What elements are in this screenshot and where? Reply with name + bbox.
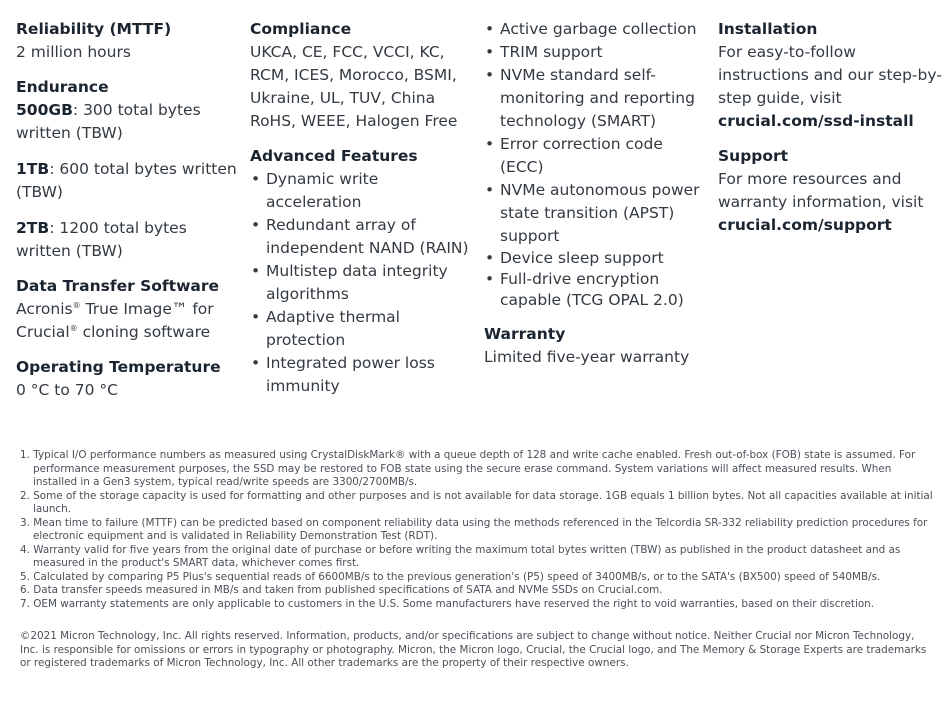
list-item: • NVMe autonomous power state transition (APST) support xyxy=(484,179,706,248)
capacity-label: 2TB xyxy=(16,219,50,237)
support-section xyxy=(718,145,944,237)
list-item: • Integrated power loss immunity xyxy=(250,352,472,398)
list-item: • Full-drive encryption capable (TCG OPAL 2.0) xyxy=(484,269,706,311)
endurance-text: 300 total bytes written (TBW) xyxy=(16,101,201,142)
warranty-heading: Warranty xyxy=(484,325,566,343)
footnotes xyxy=(20,449,935,611)
support-text: For more resources and warranty information, visit crucial.com/support xyxy=(718,170,924,234)
capacity-label: 500GB xyxy=(16,101,73,119)
endurance-heading: Endurance xyxy=(16,78,109,96)
footnote: 5. Calculated by comparing P5 Plus's sequential reads of 6600MB/s to the previous generation's (P5) speed of 3400MB/s, or to the SATA's (BX500) speed of 540MB/s. xyxy=(20,570,881,583)
spec-column-4 xyxy=(718,18,944,249)
warranty-value: Limited five-year warranty xyxy=(484,348,690,366)
footnote: 1. Typical I/O performance numbers as measured using CrystalDiskMark® with a queue depth of 128 and write cache enabled. Fresh out-of-box (FOB) state is assumed. For performance measurement purposes, the SSD may be restored to FOB state using the secure erase command. System variations will affect measured results. When installed in a Gen3 system, typical read/write speeds are 3300/2700MB/s. xyxy=(20,449,916,488)
endurance-text: 1200 total bytes written (TBW) xyxy=(16,219,187,260)
endurance-section xyxy=(16,76,238,263)
temperature-value: 0 °C to 70 °C xyxy=(16,381,118,399)
compliance-heading: Compliance xyxy=(250,20,352,38)
footnote: 6. Data transfer speeds measured in MB/s and taken from published specifications of SATA and NVMe SSDs on Crucial.com. xyxy=(20,584,663,596)
endurance-1tb: 1TB: 600 total bytes written (TBW) xyxy=(16,160,237,201)
data-transfer-heading: Data Transfer Software xyxy=(16,277,220,295)
spec-column-1 xyxy=(16,18,238,414)
data-transfer-value: Acronis® True Image™ for Crucial® cloning software xyxy=(16,300,214,341)
list-item: • Dynamic write acceleration xyxy=(250,168,472,214)
installation-heading: Installation xyxy=(718,20,818,38)
advanced-features-list xyxy=(250,168,472,398)
list-item: • Redundant array of independent NAND (RAIN) xyxy=(250,214,472,260)
list-item: • NVMe standard self-monitoring and reporting technology (SMART) xyxy=(484,64,706,133)
advanced-features-section xyxy=(250,145,472,398)
list-item: • Adaptive thermal protection xyxy=(250,306,472,352)
support-link[interactable]: crucial.com/support xyxy=(718,216,892,234)
spec-column-2 xyxy=(250,18,472,410)
installation-link[interactable]: crucial.com/ssd-install xyxy=(718,112,914,130)
list-item: • Multistep data integrity algorithms xyxy=(250,260,472,306)
list-item: • Error correction code (ECC) xyxy=(484,133,706,179)
endurance-2tb: 2TB: 1200 total bytes written (TBW) xyxy=(16,219,187,260)
support-heading: Support xyxy=(718,147,789,165)
footnote: 4. Warranty valid for five years from the original date of purchase or before writing the maximum total bytes written (TBW) as published in the product datasheet and as measured in the product's SMART data, whichever comes first. xyxy=(20,543,901,569)
list-item: • Device sleep support xyxy=(484,248,706,269)
compliance-section xyxy=(250,18,472,133)
footnote: 7. OEM warranty statements are only applicable to customers in the U.S. Some manufacturers have reserved the right to void warranties, based on their discretion. xyxy=(20,597,875,610)
warranty-section xyxy=(484,323,706,369)
temperature-section xyxy=(16,356,238,402)
endurance-text: 600 total bytes written (TBW) xyxy=(16,160,237,201)
temperature-heading: Operating Temperature xyxy=(16,358,221,376)
reliability-heading: Reliability (MTTF) xyxy=(16,20,172,38)
compliance-value: UKCA, CE, FCC, VCCI, KC, RCM, ICES, Morocco, BSMI, Ukraine, UL, TUV, China RoHS, WEEE, Halogen Free xyxy=(250,43,458,130)
data-transfer-section xyxy=(16,275,238,344)
footnote: 2. Some of the storage capacity is used for formatting and other purposes and is not available for data storage. 1GB equals 1 billion bytes. Not all capacities available at initial launch. xyxy=(20,489,933,515)
installation-text: For easy-to-follow instructions and our step-by-step guide, visit crucial.com/ssd-install xyxy=(718,43,942,130)
spec-column-3 xyxy=(484,18,706,381)
features-continued-list xyxy=(484,18,706,311)
reliability-section xyxy=(16,18,238,64)
endurance-500gb: 500GB: 300 total bytes written (TBW) xyxy=(16,101,201,142)
list-item: • Active garbage collection xyxy=(484,18,706,41)
copyright-notice: ©2021 Micron Technology, Inc. All rights reserved. Information, products, and/or specifications are subject to change without notice. Neither Crucial nor Micron Technology, Inc. is responsible for omissions or errors in typography or photography. Micron, the Micron logo, Crucial, the Crucial logo, and The Memory & Storage Experts are trademarks or registered trademarks of Micron Technology, Inc. All other trademarks are the property of their respective owners. xyxy=(20,630,927,669)
installation-section xyxy=(718,18,944,133)
footnote: 3. Mean time to failure (MTTF) can be predicted based on component reliability data using the methods referenced in the Telcordia SR-332 reliability prediction procedures for electronic equipment and is validated in Reliability Demonstration Test (RDT). xyxy=(20,516,928,542)
reliability-value: 2 million hours xyxy=(16,43,131,61)
features-continued-section xyxy=(484,18,706,311)
capacity-label: 1TB xyxy=(16,160,50,178)
advanced-features-heading: Advanced Features xyxy=(250,147,418,165)
list-item: • TRIM support xyxy=(484,41,706,64)
